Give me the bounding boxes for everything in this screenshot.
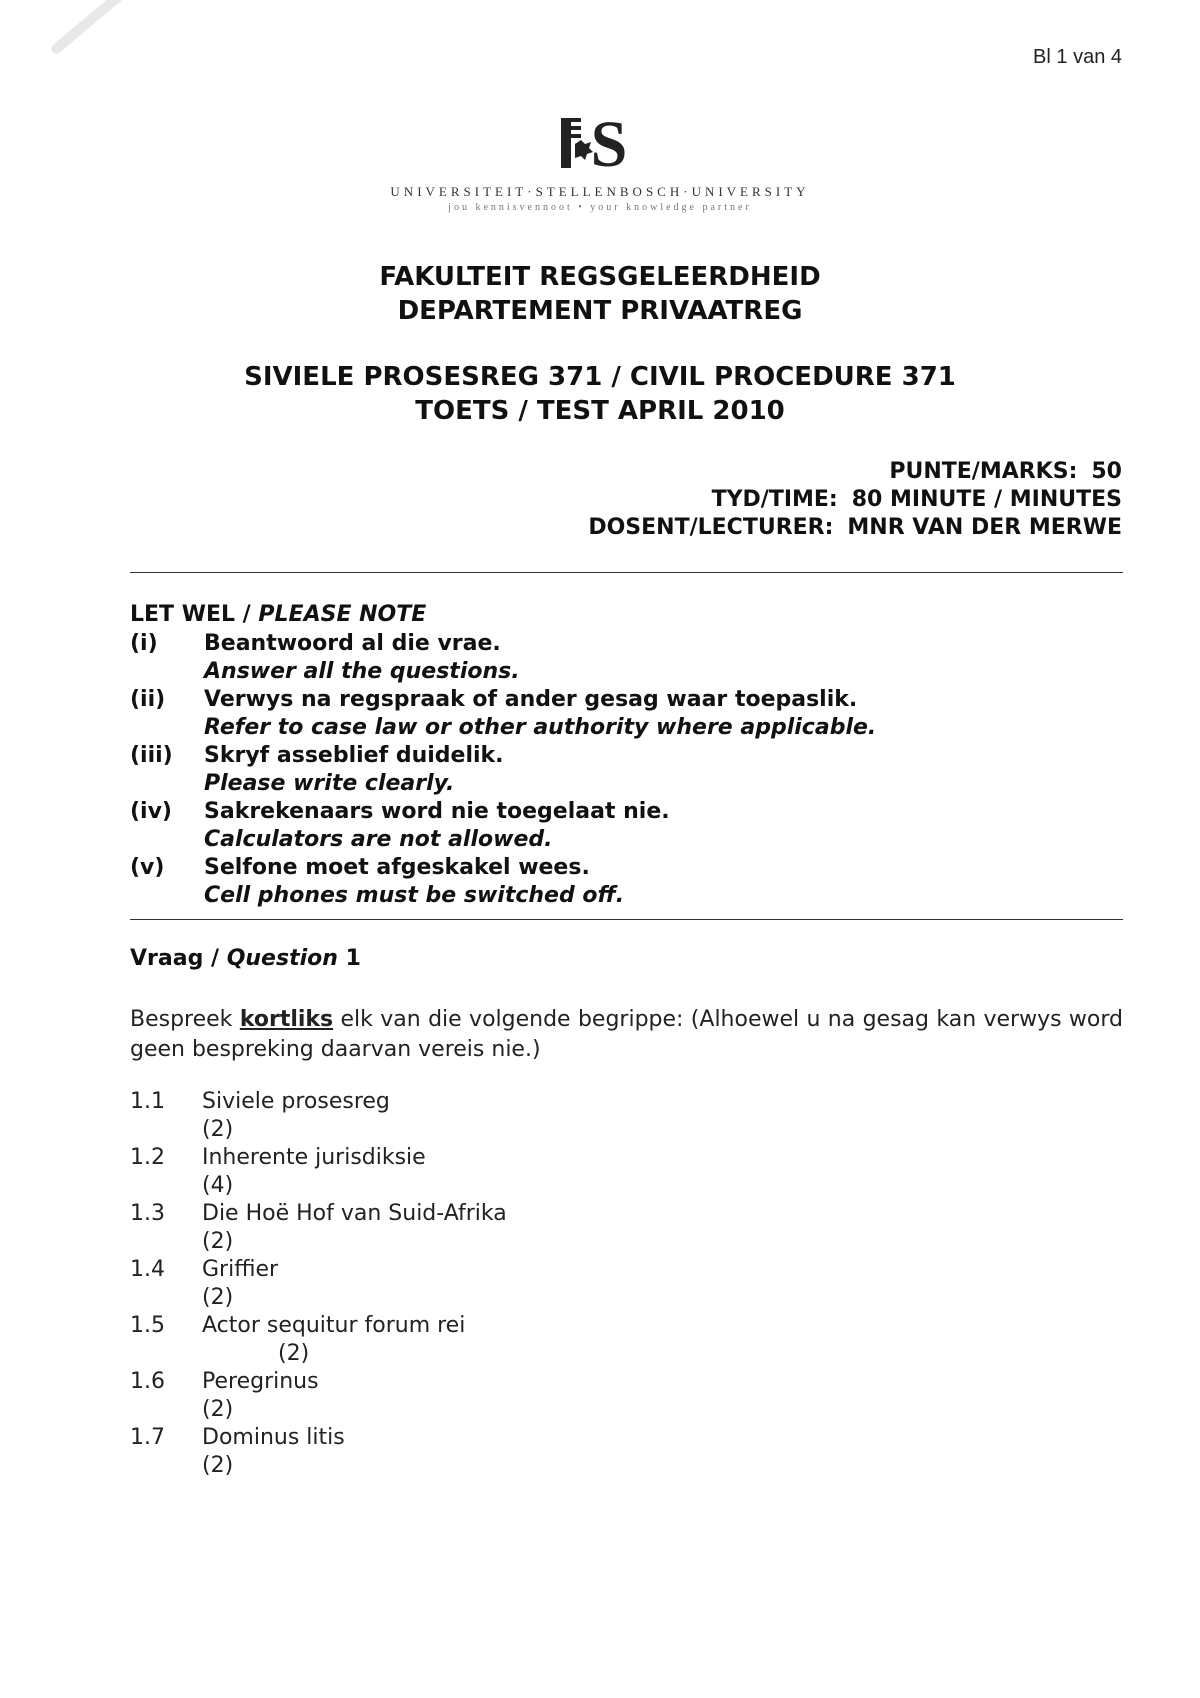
- university-logo-icon: [557, 110, 643, 178]
- lecturer-row: [588, 514, 1122, 542]
- question-intro: [130, 1005, 1123, 1065]
- subquestion-body: [202, 1256, 278, 1312]
- subquestion-text: Griffier: [202, 1257, 279, 1282]
- subquestion-body: [202, 1200, 507, 1256]
- subquestion-list: [130, 1088, 1030, 1480]
- subquestion-number: 1.3: [130, 1201, 165, 1226]
- faculty-name: FAKULTEIT REGSGELEERDHEID: [379, 262, 821, 292]
- note-title: [130, 600, 1123, 630]
- note-item: [130, 686, 1123, 742]
- subquestion-item: [130, 1144, 1030, 1200]
- subquestion-mark: (4): [202, 1173, 234, 1198]
- intro-emphasis: kortliks: [239, 1007, 334, 1032]
- subquestion-mark: (2): [202, 1397, 234, 1422]
- department-name: DEPARTEMENT PRIVAATREG: [397, 296, 803, 326]
- marks-value: 50: [1091, 459, 1122, 484]
- subquestion-body: [202, 1312, 465, 1368]
- test-title: TOETS / TEST APRIL 2010: [415, 396, 785, 426]
- subquestion-text: Siviele prosesreg: [202, 1089, 390, 1114]
- note-item-af: Beantwoord al die vrae.: [204, 631, 501, 656]
- note-item-number: (v): [130, 855, 165, 880]
- page-number: Bl 1 van 4: [1033, 46, 1122, 68]
- note-item-en: Please write clearly.: [204, 771, 455, 796]
- note-item-text: [204, 686, 876, 742]
- subquestion-mark: (2): [202, 1117, 234, 1142]
- subquestion-mark: (2): [278, 1341, 310, 1366]
- intro-before: Bespreek: [130, 1007, 233, 1032]
- divider-bottom: [130, 919, 1123, 920]
- question-number: 1: [345, 946, 361, 971]
- subquestion-number: 1.1: [130, 1089, 165, 1114]
- subquestion-item: [130, 1088, 1030, 1144]
- note-item-number: (i): [130, 631, 158, 656]
- question-title: [130, 946, 361, 971]
- note-item-en: Calculators are not allowed.: [204, 827, 553, 852]
- note-item-af: Sakrekenaars word nie toegelaat nie.: [204, 799, 670, 824]
- university-tagline: jou kennisvennoot • your knowledge partner: [448, 202, 752, 213]
- faculty-header: [0, 260, 1200, 328]
- subquestion-text: Dominus litis: [202, 1425, 345, 1450]
- logo-letter: S: [590, 110, 628, 174]
- lecturer-value: MNR VAN DER MERWE: [847, 515, 1122, 540]
- subquestion-item: [130, 1424, 1030, 1480]
- course-title: SIVIELE PROSESREG 371 / CIVIL PROCEDURE 371: [244, 362, 956, 392]
- subquestion-number: 1.4: [130, 1257, 165, 1282]
- university-name: UNIVERSITEIT·STELLENBOSCH·UNIVERSITY: [390, 184, 810, 199]
- note-title-af: LET WEL /: [130, 602, 251, 627]
- course-header: [0, 360, 1200, 428]
- university-logo-block: [0, 110, 1200, 213]
- divider-top: [130, 572, 1123, 573]
- subquestion-mark: (2): [202, 1229, 234, 1254]
- exam-meta: [588, 458, 1122, 542]
- subquestion-number: 1.2: [130, 1145, 165, 1170]
- subquestion-text: Inherente jurisdiksie: [202, 1145, 426, 1170]
- note-item-number: (ii): [130, 687, 166, 712]
- subquestion-body: [202, 1424, 345, 1480]
- time-label: TYD/TIME:: [711, 487, 838, 512]
- subquestion-item: [130, 1312, 1030, 1368]
- subquestion-text: Peregrinus: [202, 1369, 319, 1394]
- subquestion-mark: (2): [202, 1453, 234, 1478]
- marks-label: PUNTE/MARKS:: [889, 459, 1078, 484]
- note-item-en: Answer all the questions.: [204, 659, 520, 684]
- question-label-en: Question: [226, 946, 338, 971]
- subquestion-text: Die Hoë Hof van Suid-Afrika: [202, 1201, 507, 1226]
- subquestion-item: [130, 1368, 1030, 1424]
- note-item-text: [204, 854, 624, 910]
- marks-row: [588, 458, 1122, 486]
- subquestion-mark: (2): [202, 1285, 234, 1310]
- scan-smudge: [49, 0, 124, 56]
- subquestion-item: [130, 1200, 1030, 1256]
- subquestion-number: 1.7: [130, 1425, 165, 1450]
- subquestion-item: [130, 1256, 1030, 1312]
- note-item-text: [204, 742, 504, 798]
- please-note-section: [130, 600, 1123, 910]
- note-item-en: Cell phones must be switched off.: [204, 883, 625, 908]
- time-value: 80 MINUTE / MINUTES: [851, 487, 1122, 512]
- note-item-af: Selfone moet afgeskakel wees.: [204, 855, 590, 880]
- note-item-af: Skryf asseblief duidelik.: [204, 743, 504, 768]
- note-item: [130, 798, 1123, 854]
- note-item-number: (iii): [130, 743, 173, 768]
- intro-after: elk van die volgende begrippe: (Alhoewel u na gesag kan verwys word geen bespreking daarvan vereis nie.): [130, 1007, 1124, 1062]
- subquestion-body: [202, 1144, 426, 1200]
- note-item: [130, 854, 1123, 910]
- note-title-en: PLEASE NOTE: [258, 602, 427, 627]
- note-item-text: [204, 798, 670, 854]
- note-item: [130, 630, 1123, 686]
- subquestion-body: [202, 1088, 390, 1144]
- subquestion-text: Actor sequitur forum rei: [202, 1313, 466, 1338]
- subquestion-number: 1.6: [130, 1369, 165, 1394]
- note-item-number: (iv): [130, 799, 172, 824]
- subquestion-body: [202, 1368, 319, 1424]
- note-item-text: [204, 630, 520, 686]
- note-item-en: Refer to case law or other authority where applicable.: [204, 715, 877, 740]
- note-item-af: Verwys na regspraak of ander gesag waar toepaslik.: [204, 687, 858, 712]
- note-item: [130, 742, 1123, 798]
- lecturer-label: DOSENT/LECTURER:: [588, 515, 834, 540]
- question-label-af: Vraag /: [130, 946, 220, 971]
- time-row: [588, 486, 1122, 514]
- subquestion-number: 1.5: [130, 1313, 165, 1338]
